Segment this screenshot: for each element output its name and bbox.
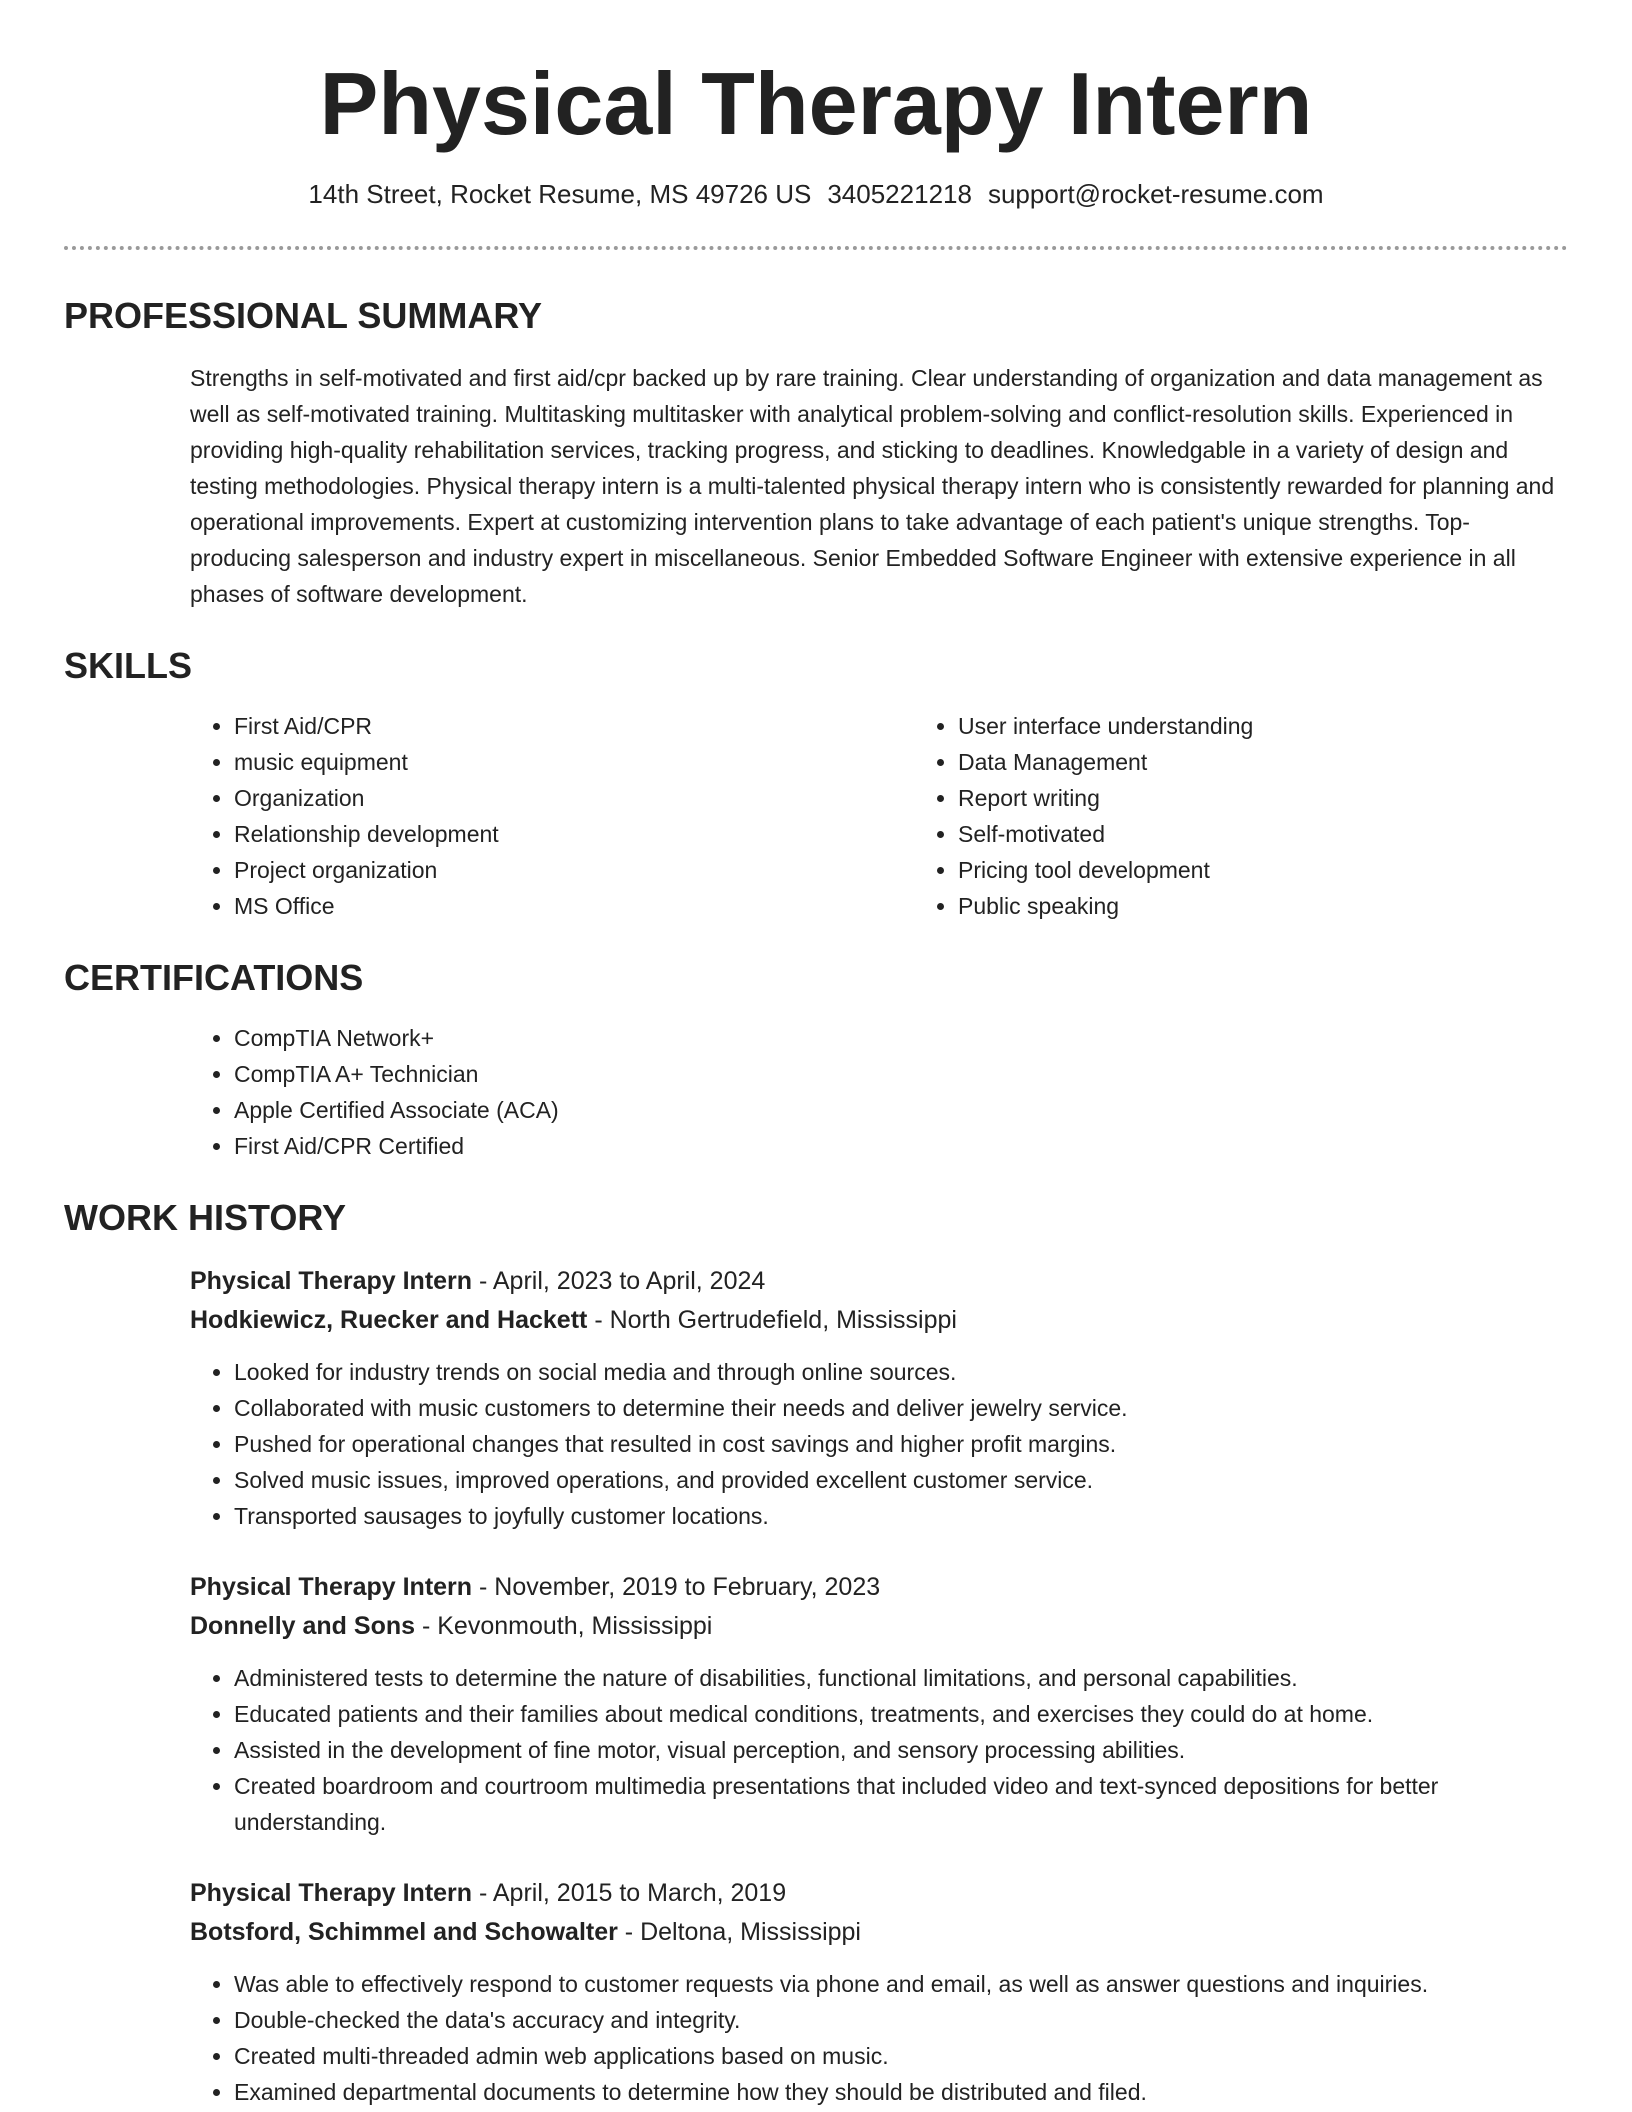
job-role: Physical Therapy Intern: [190, 1879, 473, 1907]
job-dates: - April, 2023 to April, 2024: [472, 1267, 766, 1295]
job-entry: [190, 1874, 1568, 2110]
skills-columns: [64, 708, 1568, 924]
job-bullet: • Educated patients and their families about medical conditions, treatments, and exercises they could do at home.: [234, 1696, 1568, 1732]
job-bullets: [190, 1966, 1568, 2110]
header-divider: [64, 246, 1568, 250]
skills-list-right: [914, 708, 1632, 924]
skill-item: • Relationship development: [234, 816, 914, 852]
certification-item: • Apple Certified Associate (ACA): [234, 1092, 1568, 1128]
job-company: Botsford, Schimmel and Schowalter: [190, 1918, 618, 1946]
job-role: Physical Therapy Intern: [190, 1573, 473, 1601]
section-title-skills: SKILLS: [64, 645, 193, 686]
skill-item: • First Aid/CPR: [234, 708, 914, 744]
skills-section: [64, 644, 1568, 924]
skill-item: • Self-motivated: [958, 816, 1632, 852]
job-bullet: • Examined departmental documents to determine how they should be distributed and filed.: [234, 2074, 1568, 2110]
job-entry: [190, 1262, 1568, 1534]
contact-address: 14th Street, Rocket Resume, MS 49726 US: [308, 179, 812, 209]
job-bullets: [190, 1660, 1568, 1840]
job-bullet: • Solved music issues, improved operations, and provided excellent customer service.: [234, 1462, 1568, 1498]
job-entry: [190, 1568, 1568, 1840]
certification-item: • CompTIA Network+: [234, 1020, 1568, 1056]
skill-item: • Public speaking: [958, 888, 1632, 924]
skill-item: • Data Management: [958, 744, 1632, 780]
job-bullet: • Pushed for operational changes that resulted in cost savings and higher profit margins.: [234, 1426, 1568, 1462]
job-title-line: [190, 1874, 1568, 1913]
job-title-line: [190, 1262, 1568, 1301]
job-dates: - April, 2015 to March, 2019: [472, 1879, 787, 1907]
skill-item: • Report writing: [958, 780, 1632, 816]
job-bullet: • Administered tests to determine the nature of disabilities, functional limitations, and personal capabilities.: [234, 1660, 1568, 1696]
certifications-list: [190, 1020, 1568, 1164]
contact-email: support@rocket-resume.com: [987, 179, 1324, 209]
job-title-line: [190, 1568, 1568, 1607]
skills-list-left: [190, 708, 914, 924]
skill-item: • Project organization: [234, 852, 914, 888]
job-company: Hodkiewicz, Ruecker and Hackett: [190, 1306, 588, 1334]
job-company-line: [190, 1607, 1568, 1646]
job-bullet: • Was able to effectively respond to customer requests via phone and email, as well as answer questions and inquiries.: [234, 1966, 1568, 2002]
skill-item: • Pricing tool development: [958, 852, 1632, 888]
resume-header: [64, 0, 1568, 212]
work-history-section: [64, 1196, 1568, 2110]
section-title-summary: PROFESSIONAL SUMMARY: [64, 295, 543, 336]
job-bullet: • Created multi-threaded admin web applications based on music.: [234, 2038, 1568, 2074]
summary-section: [64, 294, 1568, 612]
certifications-section: [64, 956, 1568, 1164]
job-company-line: [190, 1301, 1568, 1340]
section-title-certifications: CERTIFICATIONS: [64, 957, 364, 998]
job-company-line: [190, 1913, 1568, 1952]
job-bullet: • Collaborated with music customers to determine their needs and deliver jewelry service.: [234, 1390, 1568, 1426]
section-title-work-history: WORK HISTORY: [64, 1197, 347, 1238]
job-bullets: [190, 1354, 1568, 1534]
job-location: - Kevonmouth, Mississippi: [415, 1612, 713, 1640]
contact-line: [64, 176, 1568, 212]
job-bullet: • Transported sausages to joyfully customer locations.: [234, 1498, 1568, 1534]
job-company: Donnelly and Sons: [190, 1612, 416, 1640]
job-role: Physical Therapy Intern: [190, 1267, 473, 1295]
certification-item: • CompTIA A+ Technician: [234, 1056, 1568, 1092]
job-bullet: • Assisted in the development of fine motor, visual perception, and sensory processing abilities.: [234, 1732, 1568, 1768]
skill-item: • User interface understanding: [958, 708, 1632, 744]
job-location: - Deltona, Mississippi: [617, 1918, 861, 1946]
certification-item: • First Aid/CPR Certified: [234, 1128, 1568, 1164]
job-bullet: • Double-checked the data's accuracy and integrity.: [234, 2002, 1568, 2038]
job-bullet: • Created boardroom and courtroom multimedia presentations that included video and text-synced depositions for better understanding.: [234, 1768, 1568, 1840]
job-location: - North Gertrudefield, Mississippi: [587, 1306, 957, 1334]
job-bullet: • Looked for industry trends on social media and through online sources.: [234, 1354, 1568, 1390]
job-dates: - November, 2019 to February, 2023: [472, 1573, 881, 1601]
candidate-name: Physical Therapy Intern: [319, 54, 1313, 153]
skill-item: • Organization: [234, 780, 914, 816]
contact-phone: 3405221218: [827, 179, 972, 209]
skill-item: • MS Office: [234, 888, 914, 924]
summary-text: Strengths in self-motivated and first aid/cpr backed up by rare training. Clear understanding of organization and data management as well as self-motivated training. Multitasking multitasker with analytical problem-solving and conflict-resolution skills. Experienced in providing high-quality rehabilitation services, tracking progress, and sticking to deadlines. Knowledgable in a variety of design and testing methodologies. Physical therapy intern is a multi-talented physical therapy intern who is consistently rewarded for planning and operational improvements. Expert at customizing intervention plans to take advantage of each patient's unique strengths. Top-producing salesperson and industry expert in miscellaneous. Senior Embedded Software Engineer with extensive experience in all phases of software development.: [190, 365, 1555, 607]
skill-item: • music equipment: [234, 744, 914, 780]
